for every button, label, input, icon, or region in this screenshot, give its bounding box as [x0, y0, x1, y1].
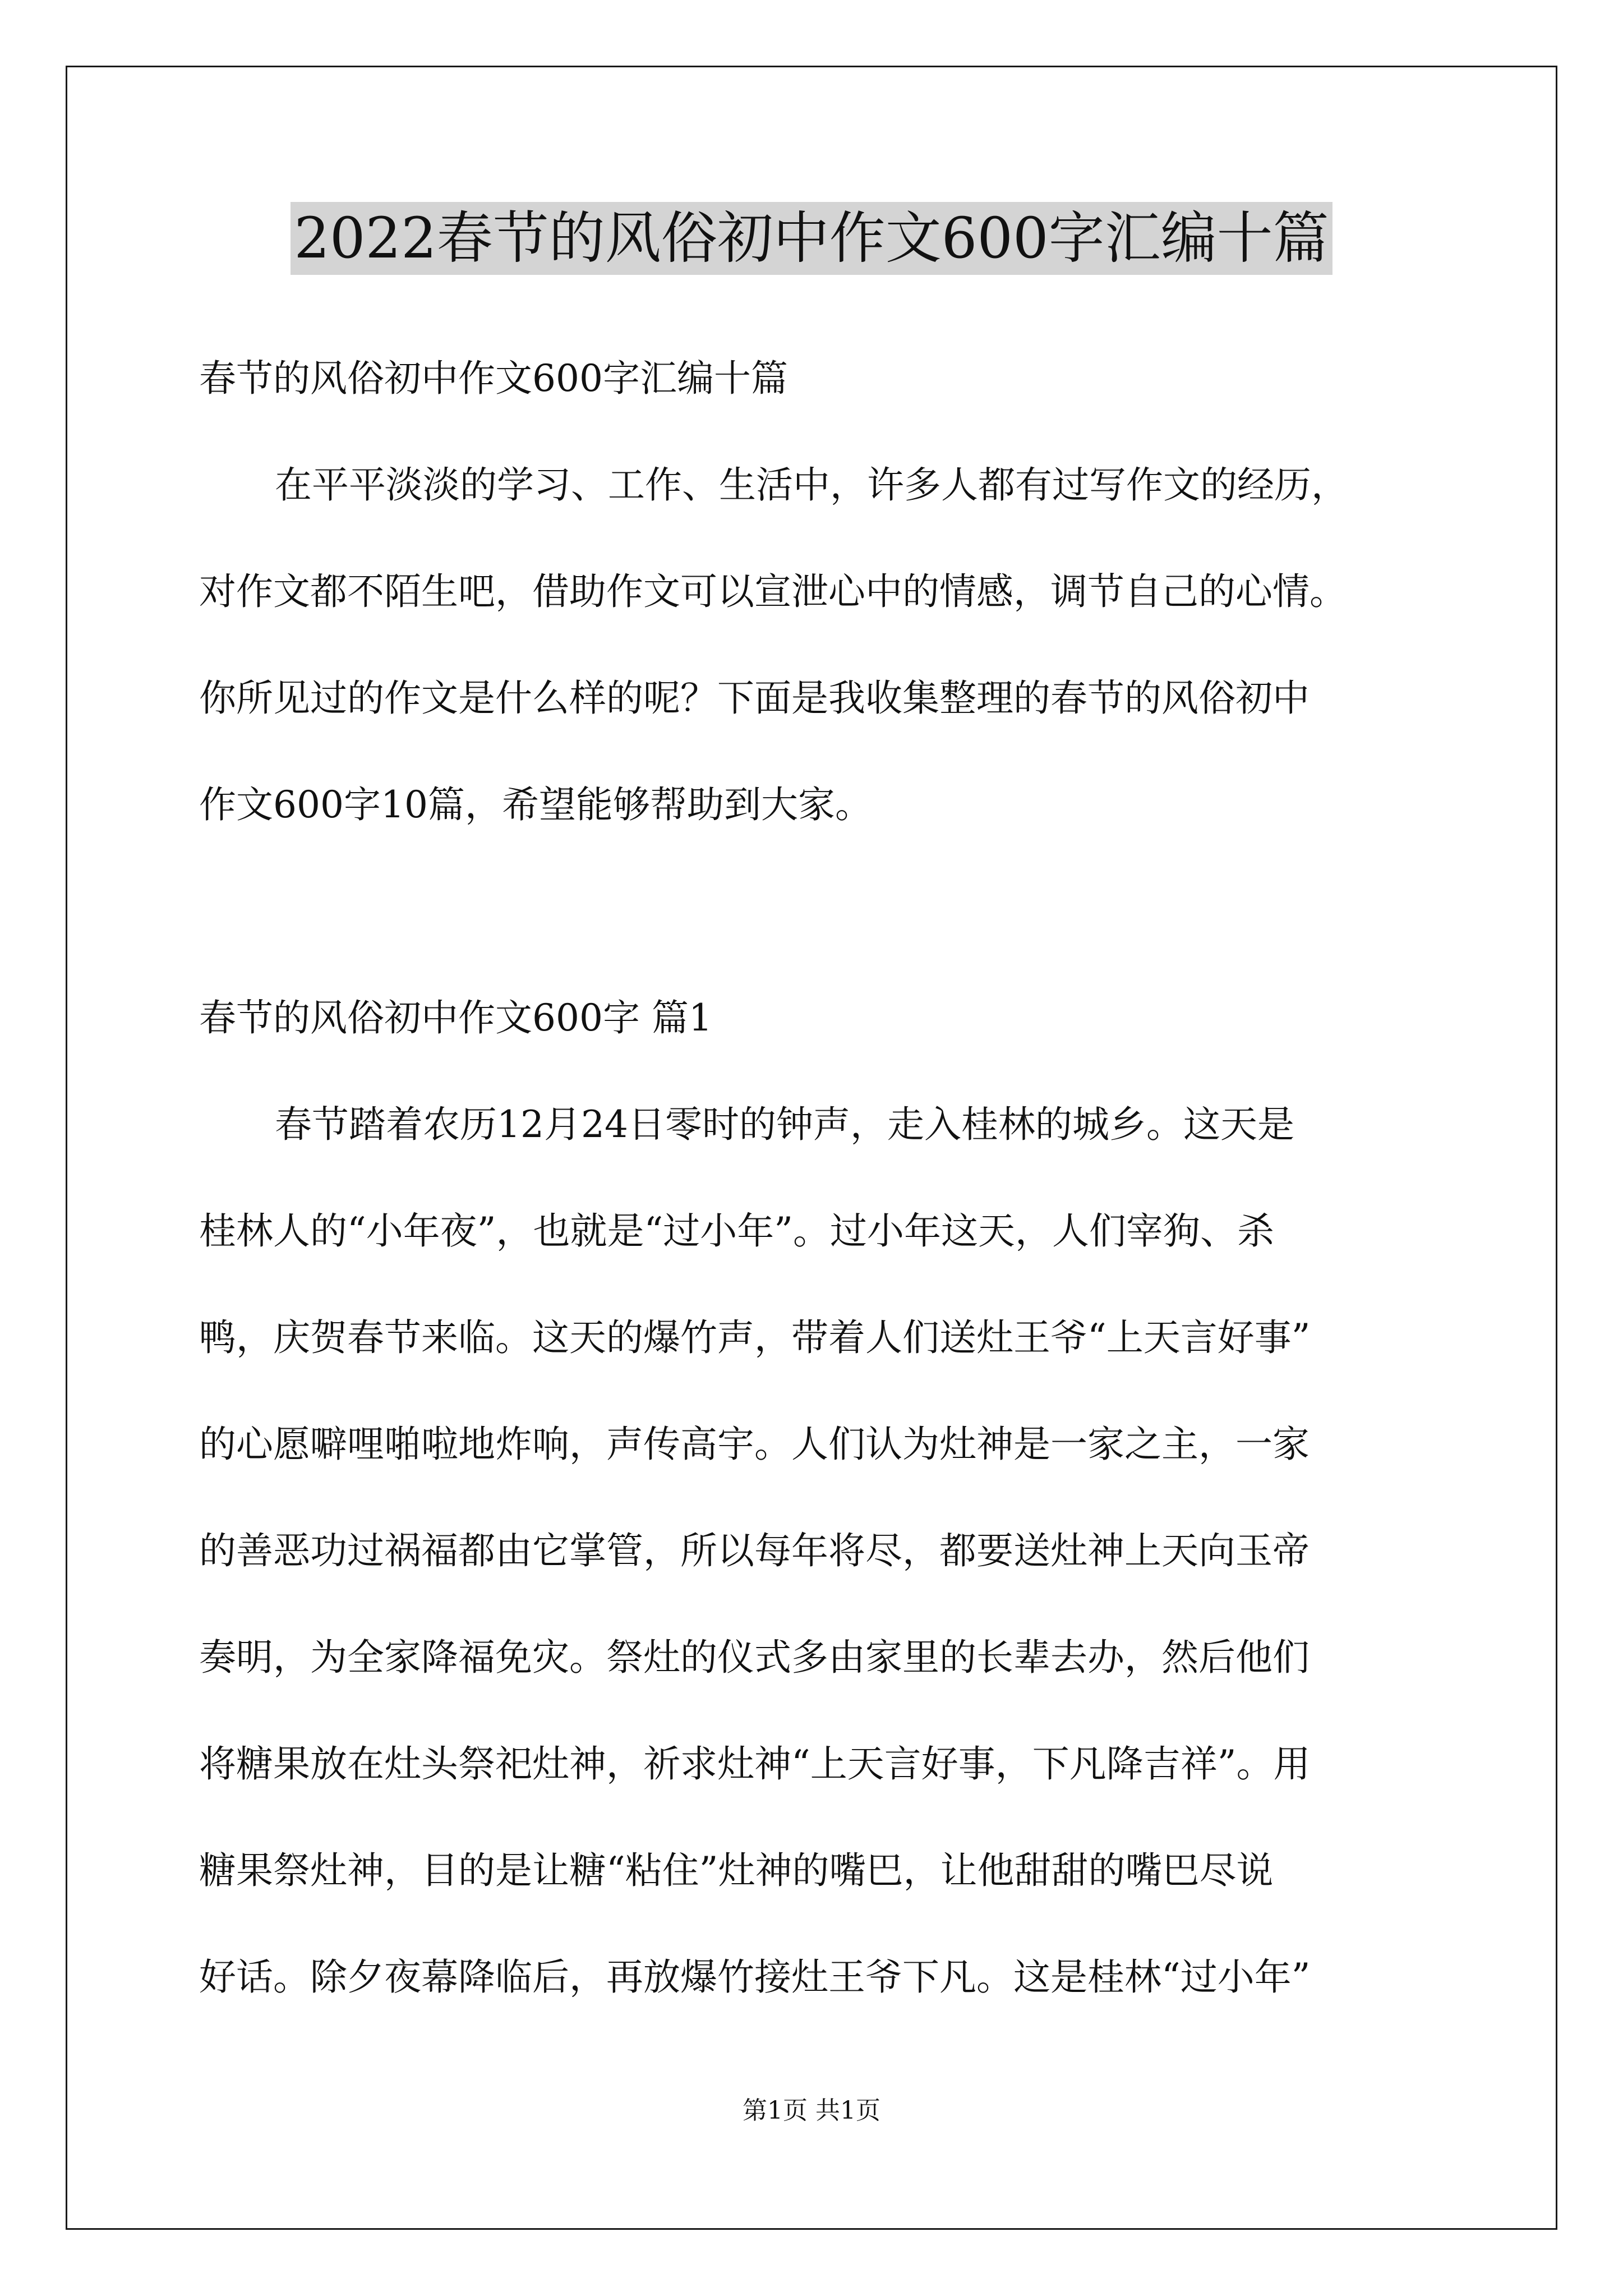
section-line-6: 奏明，为全家降福免灾。祭灶的仪式多由家里的长辈去办，然后他们	[199, 1636, 1310, 1679]
title-container	[0, 202, 1623, 275]
intro-line-2: 对作文都不陌生吧，借助作文可以宣泄心中的情感，调节自己的心情。	[199, 570, 1347, 613]
section-line-9: 好话。除夕夜幕降临后，再放爆竹接灶王爷下凡。这是桂林“过小年”	[199, 1955, 1311, 1999]
section-line-4: 的心愿噼哩啪啦地炸响，声传高宇。人们认为灶神是一家之主，一家	[199, 1423, 1310, 1466]
document-title: 2022春节的风俗初中作文600字汇编十篇	[291, 202, 1332, 275]
section-line-3: 鸭，庆贺春节来临。这天的爆竹声，带着人们送灶王爷“上天言好事”	[199, 1316, 1311, 1359]
document-subtitle: 春节的风俗初中作文600字汇编十篇	[199, 357, 788, 400]
section-heading: 春节的风俗初中作文600字 篇1	[199, 996, 712, 1039]
section-line-2: 桂林人的“小年夜”，也就是“过小年”。过小年这天，人们宰狗、杀	[199, 1209, 1274, 1253]
section-line-7: 将糖果放在灶头祭祀灶神，祈求灶神“上天言好事，下凡降吉祥”。用	[199, 1742, 1311, 1786]
section-line-1: 春节踏着农历12月24日零时的钟声，走入桂林的城乡。这天是	[275, 1103, 1294, 1146]
intro-line-3: 你所见过的作文是什么样的呢？下面是我收集整理的春节的风俗初中	[199, 677, 1310, 720]
section-line-5: 的善恶功过祸福都由它掌管，所以每年将尽，都要送灶神上天向玉帝	[199, 1529, 1310, 1572]
page-footer: 第1页 共1页	[743, 2096, 880, 2125]
section-line-8: 糖果祭灶神，目的是让糖“粘住”灶神的嘴巴，让他甜甜的嘴巴尽说	[199, 1849, 1274, 1892]
intro-line-1: 在平平淡淡的学习、工作、生活中，许多人都有过写作文的经历，	[275, 463, 1348, 507]
intro-line-4: 作文600字10篇，希望能够帮助到大家。	[199, 783, 872, 826]
